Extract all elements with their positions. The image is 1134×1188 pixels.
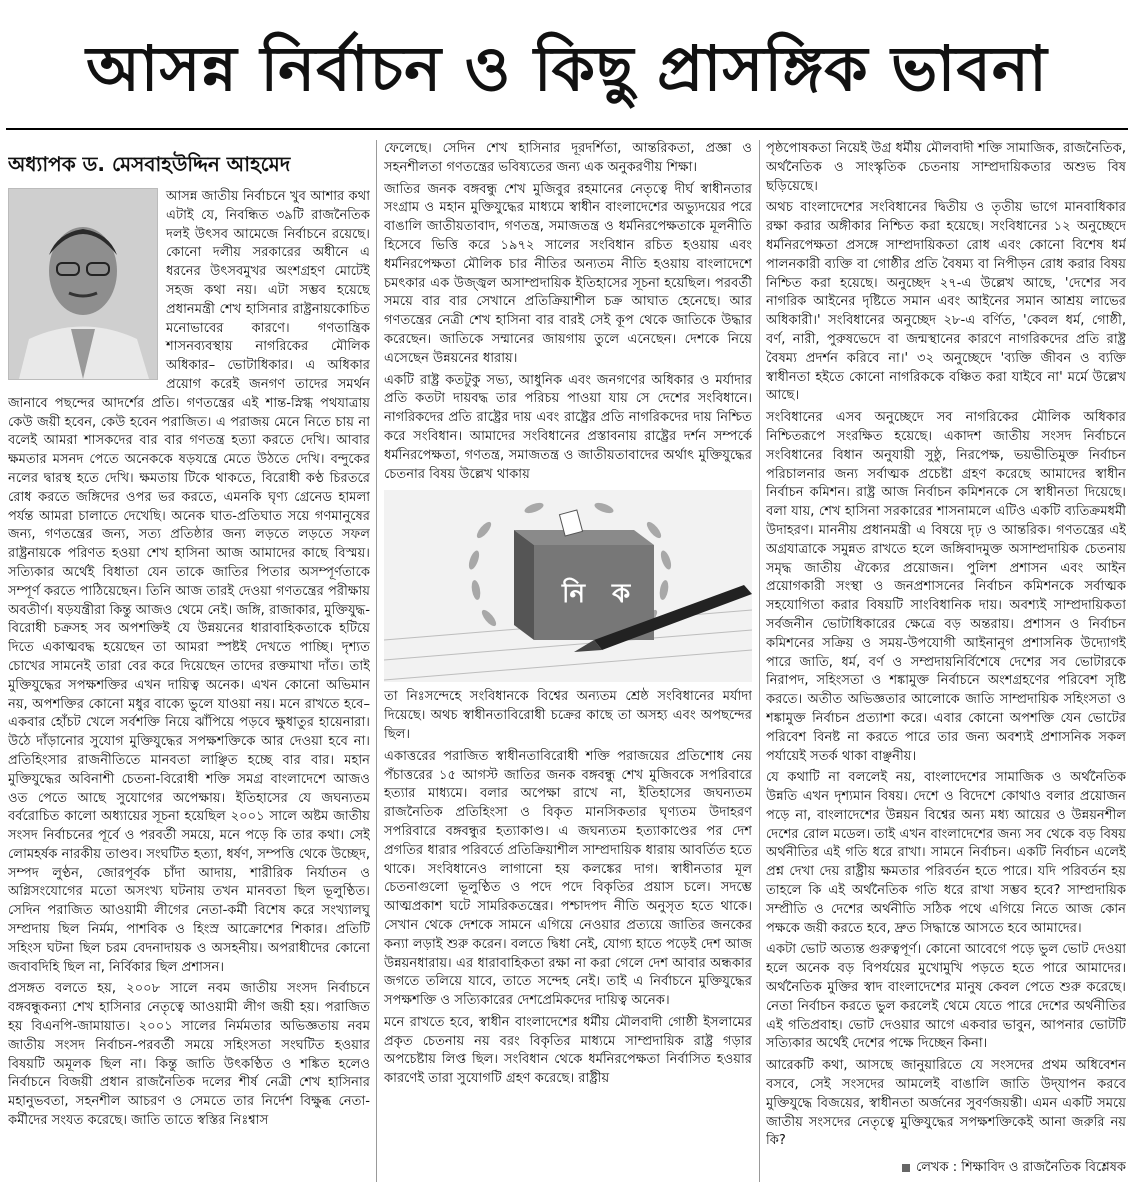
paragraph: আসন্ন জাতীয় নির্বাচনে খুব আশার কথা এটাই যে, নিবন্ধিত ৩৯টি রাজনৈতিক দলই উৎসব আমেজে নির্বাচনে রয়েছে। কোনো দলীয় সরকারের অধীনে এ ধরনের উৎসবমুখর অংশগ্রহণ মোটেই সহজ কথা নয়। এটা সম্ভব হয়েছে প্রধানমন্ত্রী শেখ হাসিনার রাষ্ট্রনায়কোচিত মনোভাবের কারণে। গণতান্ত্রিক শাসনব্যবস্থায় নাগরিকের মৌলিক অধিকার– ভোটাধিকার। এ অধিকার প্রয়োগ করেই জনগণ তাদের সমর্থন জানাবে পছন্দের আদর্শের প্রতি। গণতন্ত্রের এই শান্ত-স্নিগ্ধ পথযাত্রায় কেউ জয়ী হবেন, কেউ হবেন পরাজিত। এ পরাজয় মেনে নিতে চায় না বলেই আমরা শাসকদের বার বার গণতন্ত্র হত্যা করতে দেখি। আবার ক্ষমতার মসনদ পেতে অনেককে ষড়যন্ত্রে মেতে উঠতে দেখি। বন্দুকের নলের দ্বারস্থ হতে দেখি। ক্ষমতায় টিকে থাকতে, বিরোধী কণ্ঠ চিরতরে রোধ করতে জঙ্গিদের ওপর ভর করতে, এমনকি ঘৃণ্য গ্রেনেড হামলা পর্যন্ত আমরা চালাতে দেখেছি। অনেক ঘাত-প্রতিঘাত সয়ে গণমানুষের জন্য, গণতন্ত্রের জন্য, সত্য প্রতিষ্ঠার জন্য লড়তে লড়তে সফল রাষ্ট্রনায়কে পরিণত হওয়া শেখ হাসিনা আজ আমাদের কাছে বিস্ময়। সত্যিকার অর্থেই বিধাতা যেন তাকে জাতির পিতার অসম্পূর্ণতাকে সম্পূর্ণ করতে পাঠিয়েছেন। তিনি আজ তারই দেওয়া গণতন্ত্রের পরীক্ষায় অবতীর্ণ। ষড়যন্ত্রীরা কিন্তু আজও থেমে নেই। জঙ্গি, রাজাকার, মুক্তিযুদ্ধ-বিরোধী চক্রসহ সব অপশক্তিই যে উন্নয়নের ধারাবাহিকতাকে হটিয়ে দিতে একাত্মবদ্ধ হয়েছেন তা আমরা স্পষ্টই দেখতে পাচ্ছি। দৃশ্যত চোখের সামনেই তারা বের করে দিয়েছেন তাদের রক্তমাখা দাঁত। তাই মুক্তিযুদ্ধের সপক্ষশক্তির এখন দায়িত্ব অনেক। এখন কোনো অভিমান নয়, অপশক্তির কোনো মধুর বাক্যে ভুলে যাওয়া নয়। মনে রাখতে হবে– একবার হোঁচট খেলে সর্বশক্তি নিয়ে ঝাঁপিয়ে পড়বে ক্ষুধাতুর হায়েনারা। উঠে দাঁড়ানোর সুযোগ মুক্তিযুদ্ধের সপক্ষশক্তিকে আর দেওয়া হবে না। প্রতিহিংসার রাজনীতিতে মানবতা লাঞ্ছিত হচ্ছে বার বার। মহান মুক্তিযুদ্ধের অবিনাশী চেতনা-বিরোধী শক্তি সমগ্র বাংলাদেশে আজও ওত পেতে আছে সুযোগের অপেক্ষায়। ইতিহাসের যে জঘন্যতম বর্বরোচিত কালো অধ্যায়ের সূচনা হয়েছিল ২০০১ সালে অষ্টম জাতীয় সংসদ নির্বাচনের পূর্বে ও পরবর্তী সময়ে, মনে পড়ে কি তার কথা। সেই লোমহর্ষক নারকীয় তাণ্ডব। সংঘটিত হত্যা, ধর্ষণ, সম্পত্তি থেকে উচ্ছেদ, সম্পদ লুণ্ঠন, জোরপূর্বক চাঁদা আদায়, শারীরিক নির্যাতন ও অগ্নিসংযোগের মতো অসংখ্য ঘটনায় তখন মানবতা ছিল ভূলুণ্ঠিত। সেদিন পরাজিত আওয়ামী লীগের নেতা-কর্মী বিশেষ করে সংখ্যালঘু সম্প্রদায় ছিল নির্মম, পাশবিক ও হিংস্র আক্রোশের শিকার। প্রতিটি সহিংস ঘটনা ছিল চরম বেদনাদায়ক ও অসহনীয়। অপরাধীদের কোনো জবাবদিহি ছিল না, নির্বিকার ছিল প্রশাসন। bbox=[8, 189, 370, 975]
paragraph: প্রসঙ্গত বলতে হয়, ২০০৮ সালে নবম জাতীয় সংসদ নির্বাচনে বঙ্গবন্ধুকন্যা শেখ হাসিনার নেতৃত্বে আওয়ামী লীগ জয়ী হয়। পরাজিত হয় বিএনপি-জামায়াত। ২০০১ সালের নির্মমতার অভিজ্ঞতায় নবম জাতীয় সংসদ নির্বাচন-পরবর্তী সময়ে সহিংসতা সংঘটিত হওয়ার বিষয়টি অমূলক ছিল না। কিন্তু জাতি উৎকণ্ঠিত ও শঙ্কিত হলেও নির্বাচনে বিজয়ী প্রধান রাজনৈতিক দলের শীর্ষ নেত্রী শেখ হাসিনার মহানুভবতা, সহনশীল আচরণ ও সেমতে তার নির্দেশ বিক্ষুব্ধ নেতা-কর্মীদের সংযত করেছে। জাতি তাতে স্বস্তির নিঃশ্বাস bbox=[8, 981, 370, 1129]
paragraph: জাতির জনক বঙ্গবন্ধু শেখ মুজিবুর রহমানের নেতৃত্বে দীর্ঘ স্বাধীনতার সংগ্রাম ও মহান মুক্তিযুদ্ধের মাধ্যমে স্বাধীন বাংলাদেশের অভ্যুদয়ের পরে বাঙালি জাতীয়তাবাদ, গণতন্ত্র, সমাজতন্ত্র ও ধর্মনিরপেক্ষতাকে মূলনীতি হিসেবে ভিত্তি করে ১৯৭২ সালের সংবিধান রচিত হওয়ায় এবং ধর্মনিরপেক্ষতা মৌলিক চার নীতির অন্যতম নীতি হওয়ায় বাংলাদেশে চমৎকার এক উজ্জ্বল অসাম্প্রদায়িক ইতিহাসের সূচনা হয়েছিল। পরবর্তী সময়ে বার বার সেখানে প্রতিক্রিয়াশীল চক্র আঘাত হেনেছে। আর গণতন্ত্রের নেত্রী শেখ হাসিনা বার বারই সেই কূপ থেকে জাতিকে উদ্ধার করেছেন। জাতিকে সম্মানের জায়গায় তুলে এনেছেন। দেশকে নিয়ে এসেছেন উন্নয়নের ধারায়। bbox=[384, 181, 752, 366]
square-bullet-icon bbox=[902, 1164, 910, 1172]
paragraph: একটা ভোট অত্যন্ত গুরুত্বপূর্ণ। কোনো আবেগে পড়ে ভুল ভোট দেওয়া হলে অনেক বড় বিপর্যয়ের মুখোমুখি পড়তে হতে পারে আমাদের। অর্থনৈতিক মুক্তির স্বাদ বাংলাদেশের মানুষ কেবল পেতে শুরু করেছে। নেতা নির্বাচন করতে ভুল করলেই থেমে যেতে পারে দেশের অর্থনীতির এই গতিপ্রবাহ। ভোট দেওয়ার আগে একবার ভাবুন, আপনার ভোটটি সত্যিকার অর্থেই দেশের পক্ষে দিচ্ছেন কিনা। bbox=[766, 942, 1126, 1052]
byline: অধ্যাপক ড. মেসবাহউদ্দিন আহমেদ bbox=[8, 152, 291, 176]
paragraph: মনে রাখতে হবে, স্বাধীন বাংলাদেশের ধর্মীয় মৌলবাদী গোষ্ঠী ইসলামের প্রকৃত চেতনায় নয় বরং বিকৃতির মাধ্যমে সাম্প্রদায়িক রাষ্ট্র গড়ার অপচেষ্টায় লিপ্ত ছিল। সংবিধান থেকে ধর্মনিরপেক্ষতা নির্বাসিত হওয়ার কারণেই তারা সুযোগটি গ্রহণ করেছে। রাষ্ট্রীয় bbox=[384, 1014, 752, 1087]
paragraph: অথচ বাংলাদেশের সংবিধানের দ্বিতীয় ও তৃতীয় ভাগে মানবাধিকার রক্ষা করার অঙ্গীকার নিশ্চিত করা হয়েছে। সংবিধানের ১২ অনুচ্ছেদে ধর্মনিরপেক্ষতা প্রসঙ্গে সাম্প্রদায়িকতা রোধ এবং কোনো বিশেষ ধর্ম পালনকারী ব্যক্তি বা গোষ্ঠীর প্রতি বৈষম্য বা নিপীড়ন রোধ করার বিষয় নিশ্চিত করা হয়েছে। অনুচ্ছেদ ২৭-এ উল্লেখ আছে, 'দেশের সব নাগরিক আইনের দৃষ্টিতে সমান এবং আইনের সমান আশ্রয় লাভের অধিকারী।' সংবিধানের অনুচ্ছেদ ২৮-এ বর্ণিত, 'কেবল ধর্ম, গোষ্ঠী, বর্ণ, নারী, পুরুষভেদে বা জন্মস্থানের কারণে নাগরিকদের প্রতি রাষ্ট্র বৈষম্য প্রদর্শন করিবে না।' ৩২ অনুচ্ছেদে 'ব্যক্তি জীবন ও ব্যক্তি স্বাধীনতা হইতে কোনো নাগরিককে বঞ্চিত করা যাইবে না' মর্মে উল্লেখ আছে। bbox=[766, 200, 1126, 404]
headline-rule bbox=[6, 128, 1128, 130]
column-3 bbox=[766, 140, 1126, 1180]
paragraph: ফেলেছে। সেদিন শেখ হাসিনার দূরদর্শিতা, আন্তরিকতা, প্রজ্ঞা ও সহনশীলতা গণতন্ত্রের ভবিষ্যতের জন্য এক অনুকরণীয় শিক্ষা। bbox=[384, 141, 752, 175]
column-2 bbox=[384, 140, 752, 1180]
ballot-letter: নি bbox=[562, 579, 585, 610]
paragraph: একাত্তরের পরাজিত স্বাধীনতাবিরোধী শক্তি পরাজয়ের প্রতিশোধ নেয় পঁচাত্তরের ১৫ আগস্ট জাতির জনক বঙ্গবন্ধু শেখ মুজিবকে সপরিবারে হত্যার মাধ্যমে। বলার অপেক্ষা রাখে না, ইতিহাসের জঘন্যতম রাজনৈতিক প্রতিহিংসা ও বিকৃত মানসিকতার ঘৃণ্যতম উদাহরণ সপরিবারে বঙ্গবন্ধুর হত্যাকাণ্ড। এ জঘন্যতম হত্যাকাণ্ডের পর দেশ প্রগতির ধারার পরিবর্তে প্রতিক্রিয়াশীল সাম্প্রদায়িক ধারায় আবর্তিত হতে থাকে। সংবিধানেও লাগানো হয় কলঙ্কের দাগ। স্বাধীনতার মূল চেতনাগুলো ভূলুণ্ঠিত ও পদে পদে বিকৃতির প্রয়াস চলে। সদম্ভে আত্মপ্রকাশ ঘটে সামরিকতন্ত্রের। পশ্চাদপদ নীতি অনুসৃত হতে থাকে। সেখান থেকে দেশকে সামনে এগিয়ে নেওয়ার প্রত্যয়ে জাতির জনকের কন্যা লড়াই শুরু করেন। বলতে দ্বিধা নেই, যোগ্য হাতে পড়েই দেশ আজ উন্নয়নধারায়। এর ধারাবাহিকতা রক্ষা না করা গেলে দেশ আবার অন্ধকার জগতে তলিয়ে যাবে, তাতে সন্দেহ নেই। তাই এ নির্বাচনে মুক্তিযুদ্ধের সপক্ষশক্তি ও সত্যিকারের দেশপ্রেমিকদের দায়িত্ব অনেক। bbox=[384, 748, 752, 1009]
column-divider bbox=[376, 140, 377, 1182]
author-note-text: লেখক : শিক্ষাবিদ ও রাজনৈতিক বিশ্লেষক bbox=[916, 1160, 1126, 1176]
headline: আসন্ন নির্বাচন ও কিছু প্রাসঙ্গিক ভাবনা bbox=[86, 32, 1048, 105]
paragraph: তা নিঃসন্দেহে সংবিধানকে বিশ্বের অন্যতম শ্রেষ্ঠ সংবিধানের মর্যাদা দিয়েছে। অথচ স্বাধীনতাবিরোধী চক্রের কাছে তা অসহ্য এবং অপছন্দের ছিল। bbox=[384, 689, 752, 742]
paragraph: আরেকটি কথা, আসছে জানুয়ারিতে যে সংসদের প্রথম অধিবেশন বসবে, সেই সংসদের আমলেই বাঙালি জাতি উদ্‌যাপন করবে মুক্তিযুদ্ধে বিজয়ের, স্বাধীনতা অর্জনের সুবর্ণজয়ন্তী। এমন একটি সময়ে জাতীয় সংসদের নেতৃত্বে মুক্তিযুদ্ধের সপক্ষশক্তিকেই আনা জরুরি নয় কি? bbox=[766, 1058, 1126, 1149]
paragraph: যে কথাটি না বললেই নয়, বাংলাদেশের সামাজিক ও অর্থনৈতিক উন্নতি এখন দৃশ্যমান বিষয়। দেশে ও বিদেশে কোথাও বলার প্রয়োজন পড়ে না, বাংলাদেশের উন্নয়ন বিশ্বের অন্য মধ্য আয়ের ও উন্নয়নশীল দেশের রোল মডেল। তাই এখন বাংলাদেশের জন্য সব থেকে বড় বিষয় অর্থনীতির এই গতি ধরে রাখা। সামনে নির্বাচন। একটি নির্বাচন এলেই প্রশ্ন দেখা দেয় রাষ্ট্রীয় ক্ষমতার পরিবর্তন হতে পারে। যদি পরিবর্তন হয় তাহলে কি এই অর্থনৈতিক গতি ধরে রাখা সম্ভব হবে? সাম্প্রদায়িক সম্প্রীতি ও দেশের অর্থনীতি সঠিক পথে এগিয়ে নিতে আজ কোন পক্ষকে জয়ী করতে হবে, দ্রুত সিদ্ধান্তে আসতে হবে আমাদের। bbox=[766, 770, 1126, 936]
paragraph: সংবিধানের এসব অনুচ্ছেদে সব নাগরিকের মৌলিক অধিকার নিশ্চিতরূপে সংরক্ষিত হয়েছে। একাদশ জাতীয় সংসদ নির্বাচনে সংবিধানের বিধান অনুযায়ী সুষ্ঠু, নিরপেক্ষ, ভয়ভীতিমুক্ত নির্বাচন পরিচালনার জন্য সর্বাত্মক প্রচেষ্টা গ্রহণ করেছে আমাদের স্বাধীন নির্বাচন কমিশন। রাষ্ট্র আজ নির্বাচন কমিশনকে সে স্বাধীনতা দিয়েছে। বলা যায়, শেখ হাসিনা সরকারের শাসনামলে এটিও একটি ব্যতিক্রমধর্মী উদাহরণ। মাননীয় প্রধানমন্ত্রী এ বিষয়ে দৃঢ় ও আন্তরিক। গণতন্ত্রের এই অগ্রযাত্রাকে সমুন্নত রাখতে হলে জঙ্গিবাদমুক্ত অসাম্প্রদায়িক চেতনায় সমৃদ্ধ জাতীয় ঐক্যের প্রয়োজন। পুলিশ প্রশাসন এবং আইন প্রয়োগকারী সংস্থা ও জনপ্রশাসনের নির্বাচন কমিশনকে সর্বাত্মক সহযোগিতা করার বিষয়টি সাংবিধানিক দায়। অবশ্যই সাম্প্রদায়িকতা সর্বজনীন ভোটাধিকারের ক্ষেত্রে বড় অন্তরায়। প্রশাসন ও নির্বাচন কমিশনের সক্রিয় ও সময়-উপযোগী আইনানুগ প্রশাসনিক উদ্যোগই পারে জাতি, ধর্ম, বর্ণ ও সম্প্রদায়নির্বিশেষে দেশের সব ভোটারকে নিরাপদ, সহিংসতা ও শঙ্কামুক্ত নির্বাচনে অংশগ্রহণের পরিবেশ সৃষ্টি করতে। অতীত অভিজ্ঞতার আলোকে জাতি সাম্প্রদায়িক সহিংসতা ও শঙ্কামুক্ত নির্বাচন প্রত্যাশা করে। এবার কোনো অপশক্তি যেন ভোটের পরিবেশ বিনষ্ট না করতে পারে তার জন্য অবশ্যই প্রশাসনিক সকল পর্যায়েই সতর্ক থাকা বাঞ্ছনীয়। bbox=[766, 410, 1126, 764]
author-portrait bbox=[8, 188, 158, 380]
ballot-letter: ক bbox=[612, 579, 631, 610]
paragraph: একটি রাষ্ট্র কতটুকু সভ্য, আধুনিক এবং জনগণের অধিকার ও মর্যাদার প্রতি কতটা দায়বদ্ধ তার পরিচয় পাওয়া যায় সে দেশের সংবিধানে। নাগরিকদের প্রতি রাষ্ট্রের দায় এবং রাষ্ট্রের প্রতি নাগরিকদের দায় নিশ্চিত করে সংবিধান। আমাদের সংবিধানের প্রস্তাবনায় রাষ্ট্রের দর্শন সম্পর্কে ধর্মনিরপেক্ষতা, গণতন্ত্র, সমাজতন্ত্র ও জাতীয়তাবাদের অর্থাৎ মুক্তিযুদ্ধের চেতনার বিষয় উল্লেখ থাকায় bbox=[384, 372, 752, 482]
paragraph: পৃষ্ঠপোষকতা নিয়েই উগ্র ধর্মীয় মৌলবাদী শক্তি সামাজিক, রাজনৈতিক, অর্থনৈতিক ও সাংস্কৃতিক চেতনায় সাম্প্রদায়িকতার অশুভ বিষ ছড়িয়েছে। bbox=[766, 141, 1126, 194]
author-note bbox=[766, 1159, 1126, 1178]
column-divider bbox=[759, 140, 760, 1182]
column-1 bbox=[8, 140, 370, 1180]
ballot-box-illustration bbox=[384, 490, 752, 682]
